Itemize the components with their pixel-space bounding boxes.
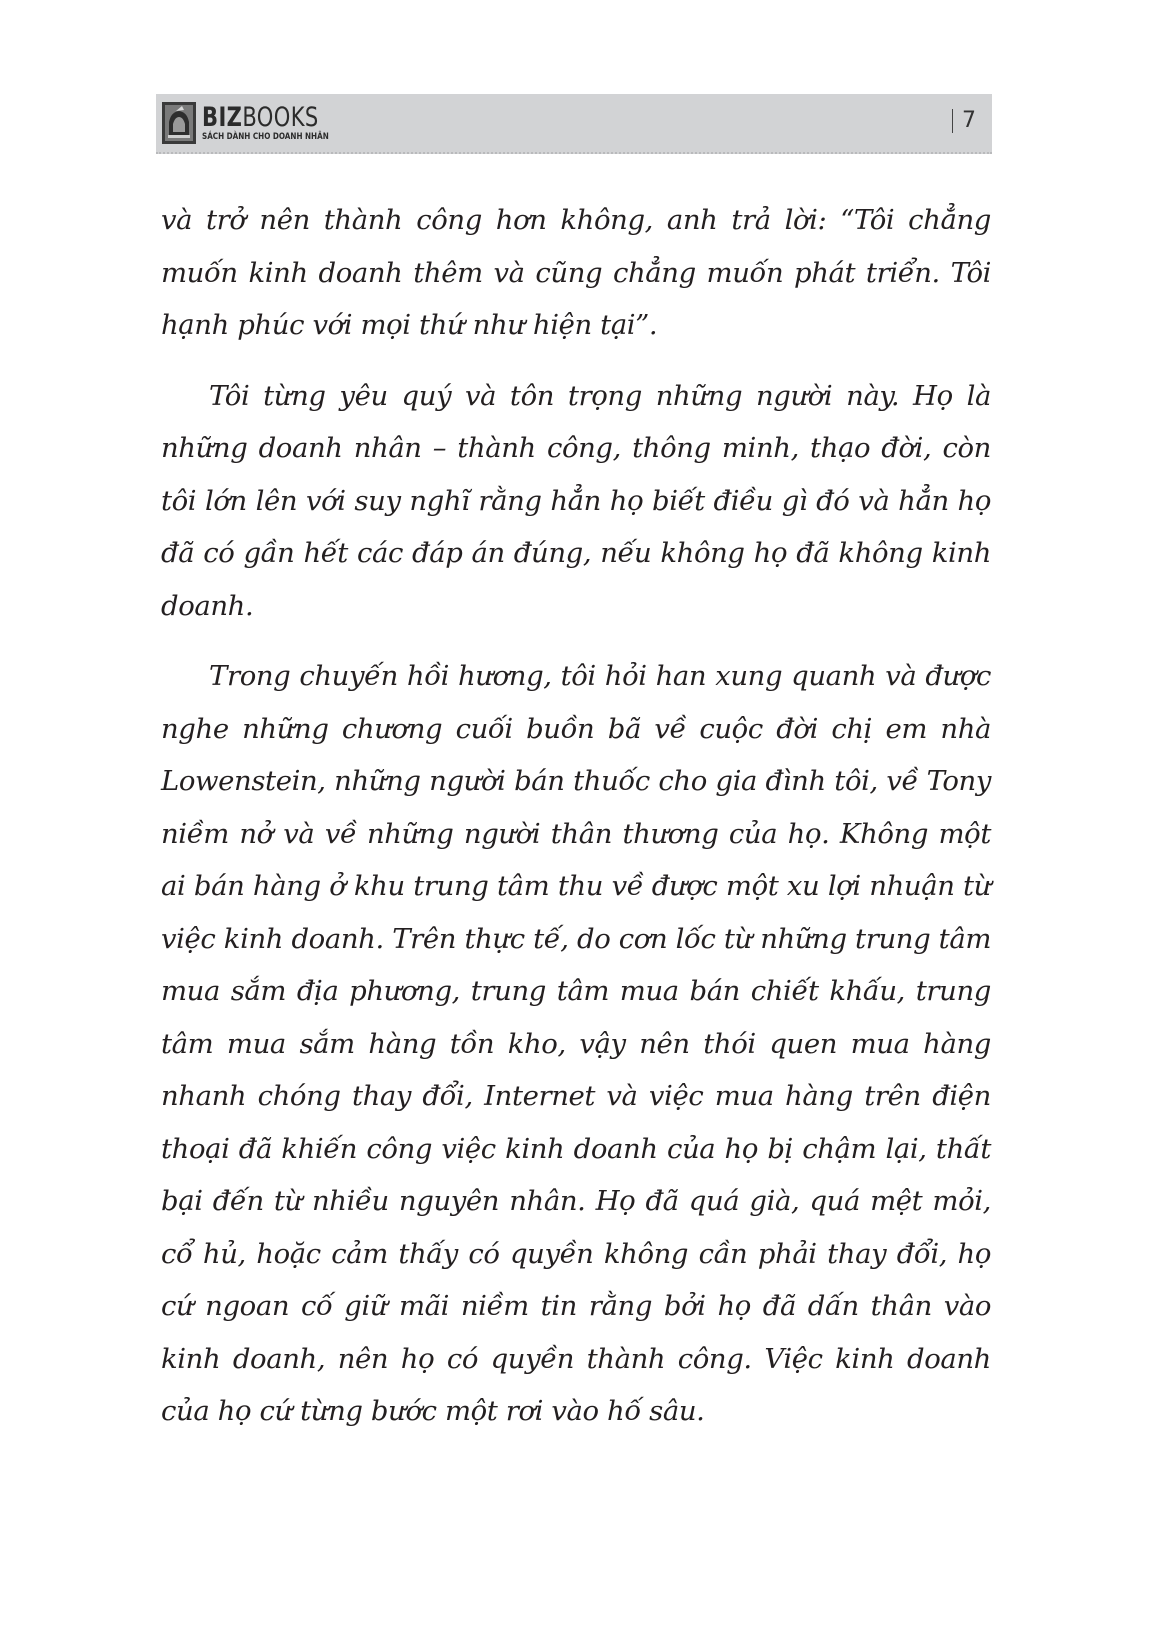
- logo-wordmark: [202, 102, 319, 134]
- paragraph-3: Trong chuyến hồi hương, tôi hỏi han xung quanh và được nghe những chương cuối buồn bã về cuộc đời chị em nhà Lowenstein, những người bán thuốc cho gia đình tôi, về Tony niềm nở và về những người thân thương của họ. Không một ai bán hàng ở khu trung tâm thu về được một xu lợi nhuận từ việc kinh doanh. Trên thực tế, do cơn lốc từ những trung tâm mua sắm địa phương, trung tâm mua bán chiết khấu, trung tâm mua sắm hàng tồn kho, vậy nên thói quen mua hàng nhanh chóng thay đổi, Internet và việc mua hàng trên điện thoại đã khiến công việc kinh doanh của họ bị chậm lại, thất bại đến từ nhiều nguyên nhân. Họ đã quá già, quá mệt mỏi, cổ hủ, hoặc cảm thấy có quyền không cần phải thay đổi, họ cứ ngoan cố giữ mãi niềm tin rằng bởi họ đã dấn thân vào kinh doanh, nên họ có quyền thành công. Việc kinh doanh của họ cứ từng bước một rơi vào hố sâu.: [161, 660, 991, 1427]
- body-text: [161, 194, 991, 1456]
- logo-tagline: SÁCH DÀNH CHO DOANH NHÂN: [202, 132, 329, 143]
- page-number-divider: [952, 109, 954, 133]
- page-number-value: 7: [962, 108, 976, 133]
- logo-word-bold: BIZ: [202, 102, 243, 134]
- publisher-logo: [162, 100, 352, 146]
- running-header: [156, 94, 992, 154]
- paragraph-1: và trở nên thành công hơn không, anh trả lời: “Tôi chẳng muốn kinh doanh thêm và cũng chẳng muốn phát triển. Tôi hạnh phúc với mọi thứ như hiện tại”.: [161, 204, 991, 341]
- page-number: [952, 108, 977, 133]
- bizbooks-logo-icon: [162, 102, 196, 144]
- logo-word-light: BOOKS: [242, 102, 319, 134]
- paragraph-2: Tôi từng yêu quý và tôn trọng những người này. Họ là những doanh nhân – thành công, thông minh, thạo đời, còn tôi lớn lên với suy nghĩ rằng hẳn họ biết điều gì đó và hẳn họ đã có gần hết các đáp án đúng, nếu không họ đã không kinh doanh.: [161, 379, 991, 622]
